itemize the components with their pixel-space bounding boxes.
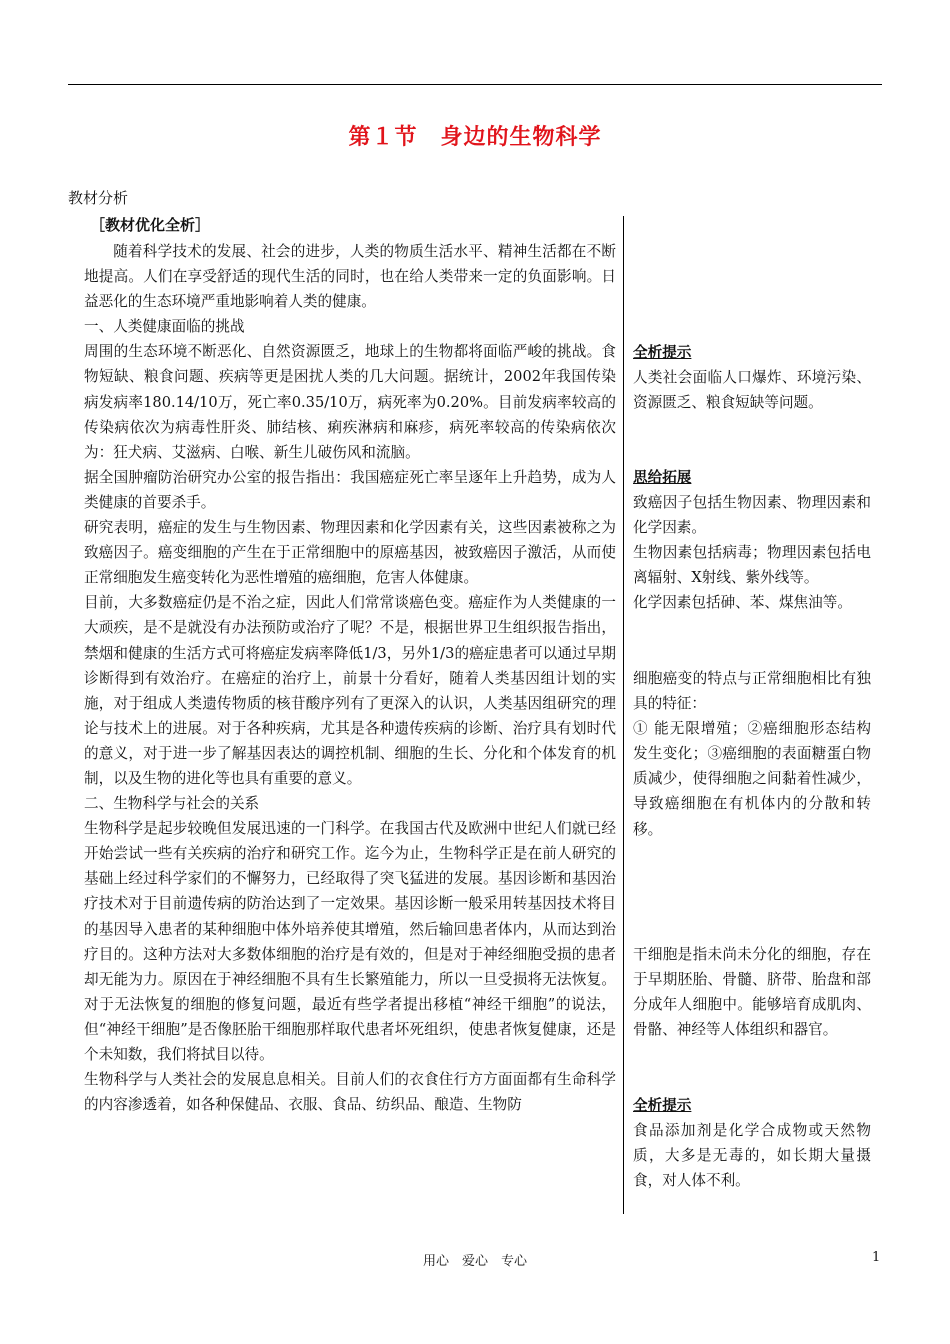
sub-section-label: ［教材优化全析］ [90, 216, 211, 234]
sidebar-list: ① 能无限增殖；②癌细胞形态结构发生变化；③癌细胞的表面糖蛋白物质减少，使得细胞之间黏着性减少，导致癌细胞在有机体内的分散和转移。 [633, 720, 871, 838]
sidebar-note-2 [633, 465, 871, 616]
intro-paragraph: 随着科学技术的发展、社会的进步，人类的物质生活水平、精神生活都在不断地提高。人们在享受舒适的现代生活的同时，也在给人类带来一定的负面影响。日益恶化的生态环境严重地影响着人类的健康。 [84, 243, 616, 311]
sidebar-note-3 [633, 666, 871, 842]
page-title: 第１节 身边的生物科学 [348, 124, 602, 150]
sidebar-text: 细胞癌变的特点与正常细胞相比有独具的特征： [633, 670, 871, 713]
sidebar-text: 干细胞是指未尚未分化的细胞，存在于早期胚胎、骨髓、脐带、胎盘和部分成年人细胞中。能够培育成肌肉、骨骼、神经等人体组织和器官。 [633, 946, 871, 1039]
paragraph-biology-life: 生物科学与人类社会的发展息息相关。目前人们的衣食住行方方面面都有生命科学的内容渗透着，如各种保健品、衣服、食品、纺织品、酿造、生物防 [84, 1071, 616, 1114]
sidebar-heading: 思给拓展 [633, 469, 692, 486]
header-rule [68, 84, 882, 85]
sidebar-text: 食品添加剂是化学合成物或天然物质，大多是无毒的，如长期大量摄食，对人体不利。 [633, 1122, 871, 1190]
footer-motto: 用心 爱心 专心 [422, 1254, 527, 1269]
paragraph-cancer-treatment: 目前，大多数癌症仍是不治之症，因此人们常常谈癌色变。癌症作为人类健康的一大顽疾，是不是就没有办法预防或治疗了呢？不是，根据世界卫生组织报告指出，禁烟和健康的生活方式可将癌症发病率降低1/3，另外1/3的癌症患者可以通过早期诊断得到有效治疗。在癌症的治疗上，前景十分看好，随着人类基因组计划的实施，对于组成人类遗传物质的核苷酸序列有了更深入的认识，人类基因组研究的理论与技术上的进展。对于各种疾病，尤其是各种遗传疾病的诊断、治疗具有划时代的意义，对于进一步了解基因表达的调控机制、细胞的生长、分化和个体发育的机制，以及生物的进化等也具有重要的意义。 [84, 594, 616, 787]
paragraph-carcinogens: 研究表明，癌症的发生与生物因素、物理因素和化学因素有关，这些因素被称之为致癌因子。癌变细胞的产生在于正常细胞中的原癌基因，被致癌因子激活，从而使正常细胞发生癌变转化为恶性增殖的癌细胞，危害人体健康。 [84, 519, 616, 587]
sidebar-note-5 [633, 1093, 871, 1193]
paragraph-cancer-report: 据全国肿瘤防治研究办公室的报告指出：我国癌症死亡率呈逐年上升趋势，成为人类健康的首要杀手。 [84, 468, 616, 511]
section-label: 教材分析 [68, 189, 129, 207]
sidebar-note-1 [633, 340, 871, 415]
sidebar-heading: 全析提示 [633, 1097, 692, 1114]
sidebar-heading: 全析提示 [633, 344, 692, 361]
heading-health-challenges: 一、人类健康面临的挑战 [84, 318, 245, 336]
sidebar-text: 致癌因子包括生物因素、物理因素和化学因素。 [633, 494, 871, 537]
main-column [84, 239, 616, 1117]
page-number: 1 [872, 1250, 881, 1265]
sidebar-note-4 [633, 942, 871, 1042]
paragraph-environment: 周围的生态环境不断恶化、自然资源匮乏，地球上的生物都将面临严峻的挑战。食物短缺、粮食问题、疾病等更是困扰人类的几大问题。据统计，2002年我国传染病发病率180.14/10万，死亡率0.35/10万，病死率为0.20%。目前发病率较高的传染病依次为病毒性肝炎、肺结核、痢疾淋病和麻疹，病死率较高的传染病依次为：狂犬病、艾滋病、白喉、新生儿破伤风和流脑。 [84, 343, 616, 461]
sidebar-text: 生物因素包括病毒；物理因素包括电离辐射、X射线、紫外线等。 [633, 544, 871, 587]
column-divider [623, 216, 624, 1214]
heading-biology-society: 二、生物科学与社会的关系 [84, 795, 260, 813]
sidebar-text: 化学因素包括砷、苯、煤焦油等。 [633, 594, 852, 612]
paragraph-biology-development: 生物科学是起步较晚但发展迅速的一门科学。在我国古代及欧洲中世纪人们就已经开始尝试一些有关疾病的治疗和研究工作。迄今为止，生物科学正是在前人研究的基础上经过科学家们的不懈努力，已经取得了突飞猛进的发展。基因诊断和基因治疗技术对于目前遗传病的防治达到了一定效果。基因诊断一般采用转基因技术将目的基因导入患者的某种细胞中体外培养使其增殖，然后输回患者体内，从而达到治疗目的。这种方法对大多数体细胞的治疗是有效的，但是对于神经细胞受损的患者却无能为力。原因在于神经细胞不具有生长繁殖能力，所以一旦受损将无法恢复。对于无法恢复的细胞的修复问题，最近有些学者提出移植“神经干细胞”的说法，但“神经干细胞”是否像胚胎干细胞那样取代患者坏死组织，使患者恢复健康，还是个未知数，我们将拭目以待。 [84, 820, 616, 1063]
sidebar-text: 人类社会面临人口爆炸、环境污染、资源匮乏、粮食短缺等问题。 [633, 369, 871, 412]
